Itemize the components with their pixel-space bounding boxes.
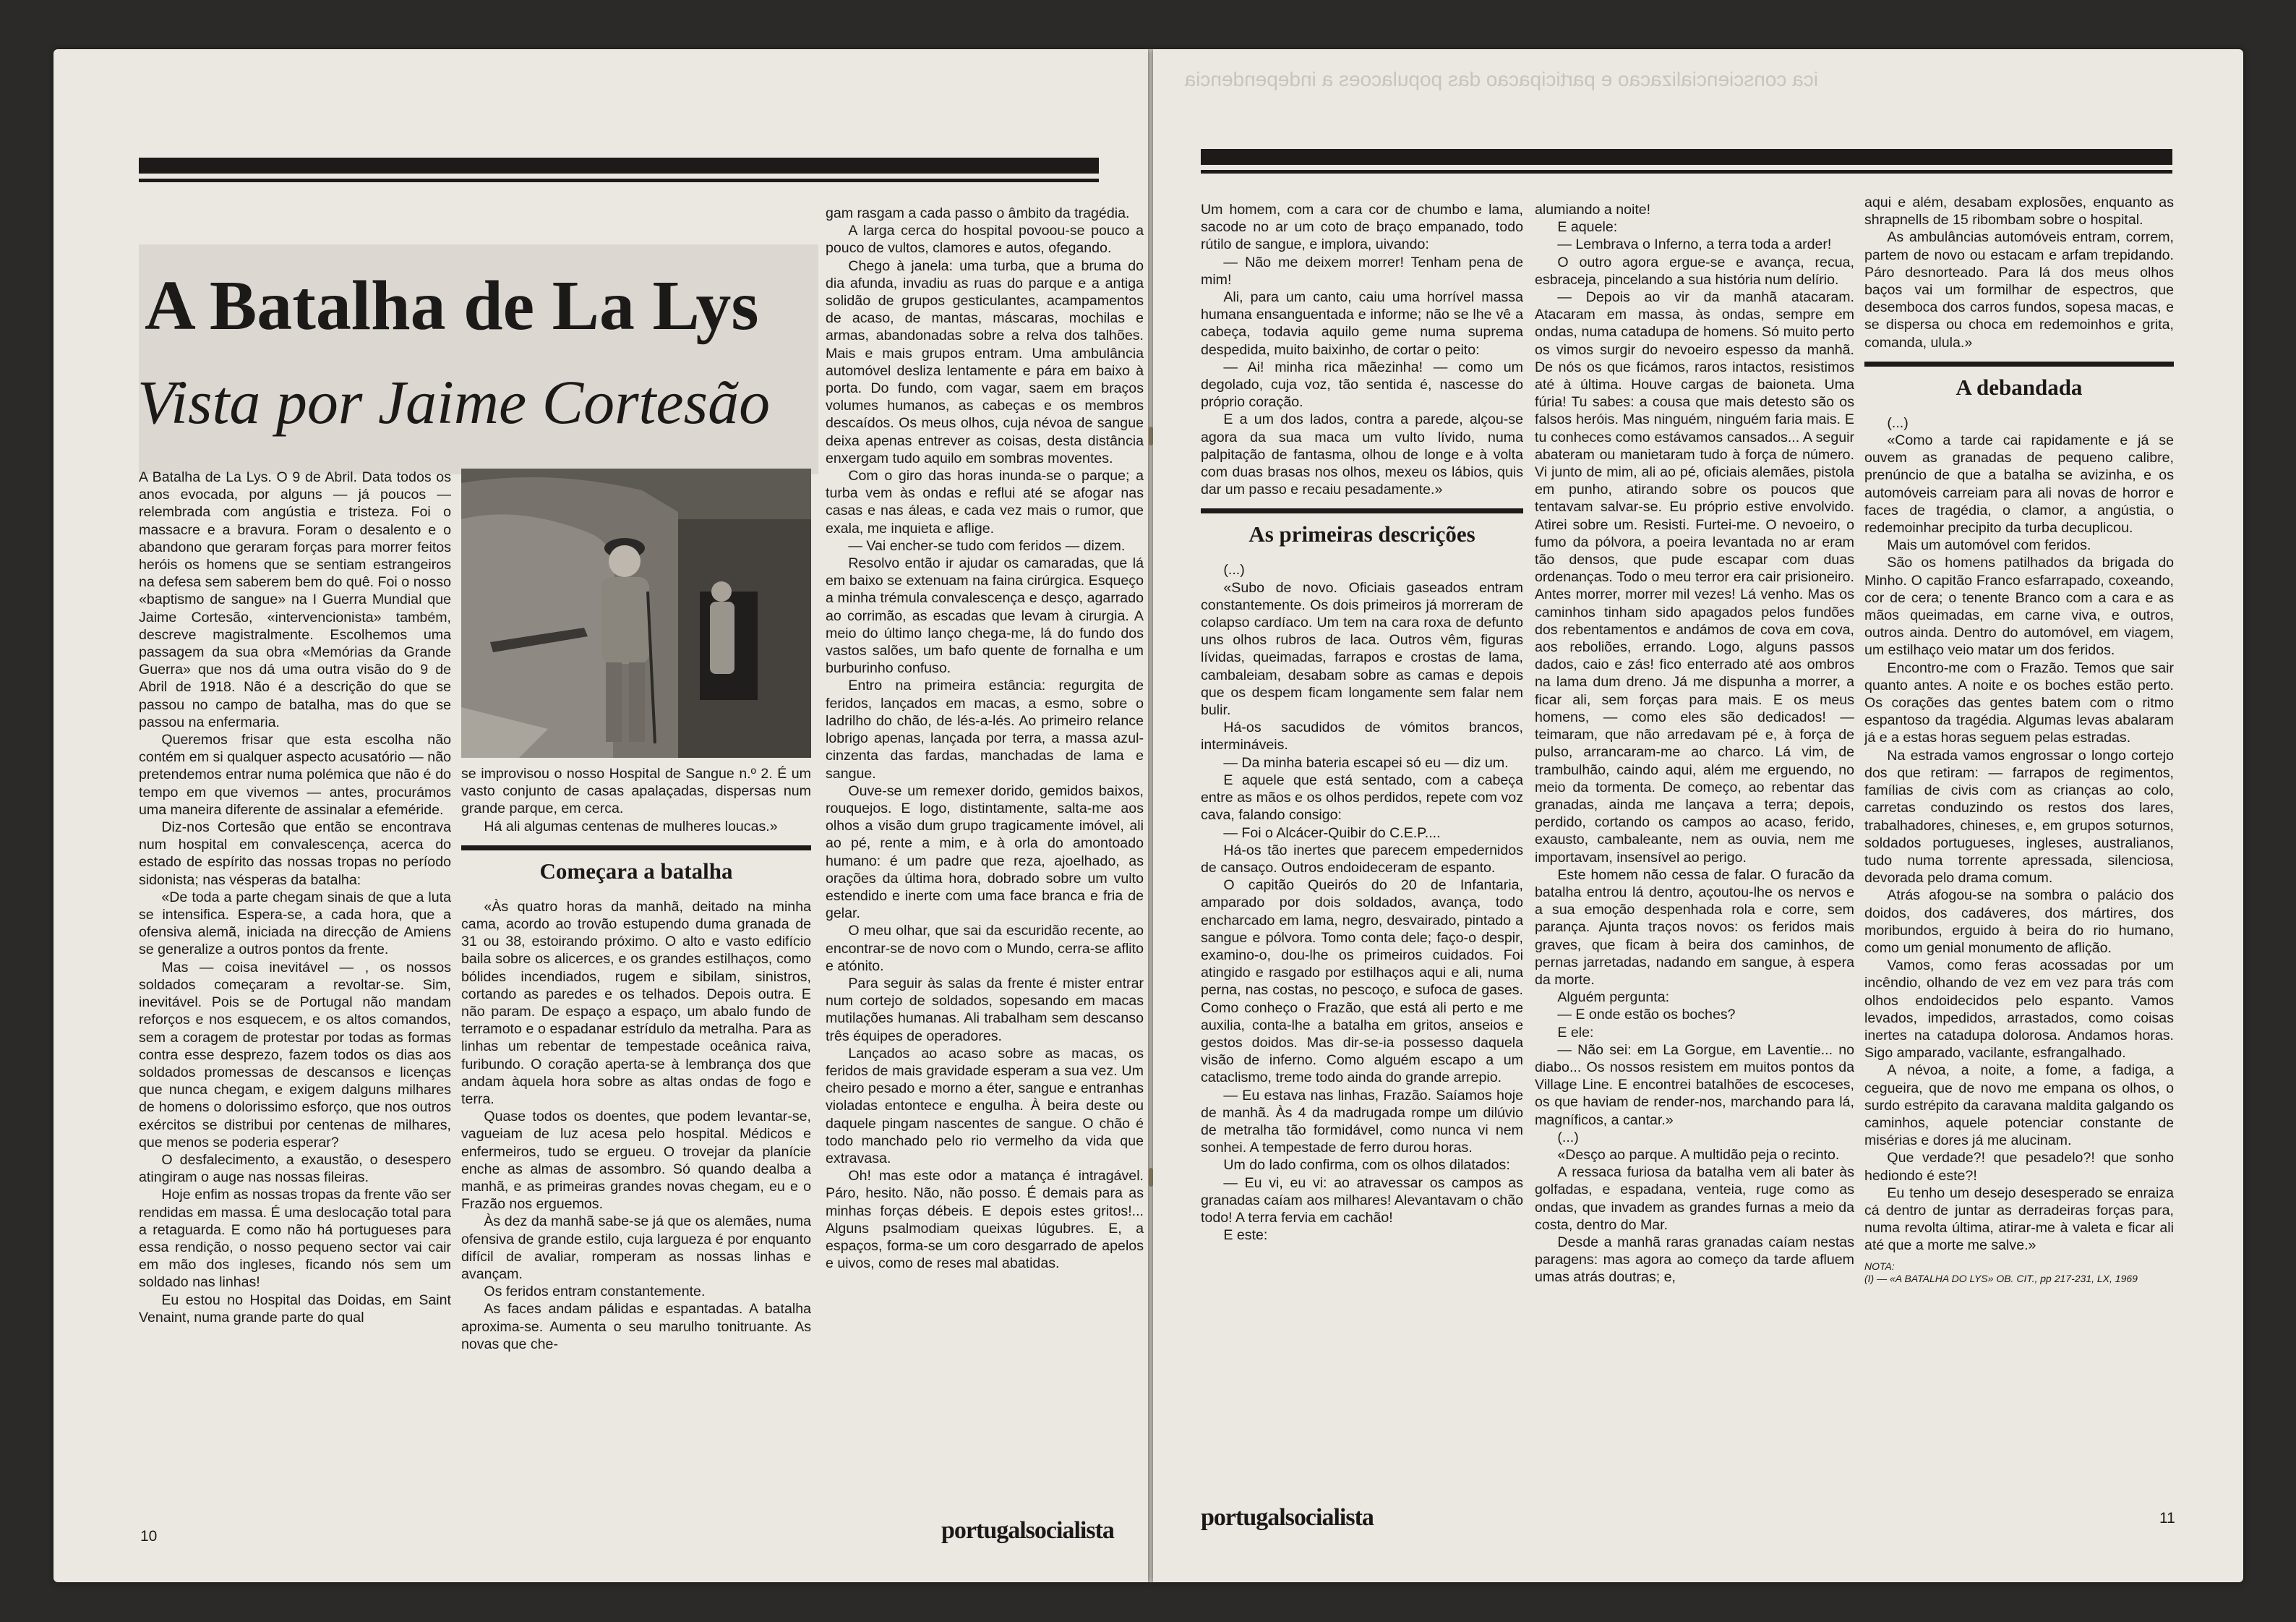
column-right-3 (1864, 194, 2174, 1517)
paragraph: — Eu vi, eu vi: ao atravessar os campos as granadas caíam aos milhares! Alevantavam o chão todo! A terra fervia em cachão! (1201, 1174, 1523, 1226)
paragraph: «Subo de novo. Oficiais gaseados entram constantemente. Os dois primeiros já morreram de colapso cardíaco. Um tem na cara roxa de defunto uns olhos rubros de laca. Outros vêm, figuras lívidas, queimadas, farrapos e crostas de lama, cambaleiam, desabam sobre as camas e depois que os despem ficam longamente sem falar nem bulir. (1201, 579, 1523, 719)
top-rule (1201, 149, 2172, 165)
top-rule (139, 158, 1099, 174)
page-number: 10 (140, 1528, 158, 1545)
section-rule (1201, 508, 1523, 513)
soldier-photo-icon (461, 469, 811, 758)
paragraph: Atrás afogou-se na sombra o palácio dos doidos, dos cadáveres, dos mártires, dos moribundos, erguido à beira do rio humano, como um genial monumento de aflição. (1864, 887, 2174, 956)
bleed-through-text: ica consciencializacao e participacao das populacoes a independencia (1184, 68, 1818, 90)
paragraph: — Vai encher-se tudo com feridos — dizem. (848, 537, 1126, 554)
lead-paragraph: A Batalha de La Lys. O 9 de Abril. Data todos os anos evocada, por alguns — já poucos — relembrada com angústia e tristeza. Foi o massacre e a bravura. Foram o desalento e o abandono que geraram forças para morrer feitos heróis os homens que se sentiam estrangeiros na defesa sem saberem bem do quê. Foi o nosso «baptismo de sangue» na I Guerra Mundial que Jaime Cortesão, «intervencionista» também, descreve magistralmente. Escolhemos uma passagem da sua obra «Memórias da Grande Guerra» que nos dá uma outra visão do 9 de Abril de 1918. Não é a descrição do que se passou no campo de batalha, mas do que se passou na enfermaria. (139, 469, 451, 730)
note-text: (I) — «A BATALHA DO LYS» OB. CIT., pp 217-231, LX, 1969 (1864, 1272, 2138, 1284)
paragraph: «Como a tarde cai rapidamente e já se ouvem as granadas de pequeno calibre, prenúncio de que a batalha se avizinha, e os automóveis carreiam para ali novas de horror e faces de tragédia, o clamor, a angústia, o redemoinhar precipito da turba decuplicou. (1864, 432, 2174, 537)
paragraph: Na estrada vamos engrossar o longo cortejo dos que retiram: — farrapos de regimentos, famílias de civis com as crianças ao colo, carretas conduzindo os restos dos lares, trabalhadores, chineses, e, em grupos soturnos, soldados portugueses, ingleses, australianos, tudo numa torrente apressada, silenciosa, devorada pelo drama comum. (1864, 747, 2174, 887)
paragraph: Um homem, com a cara cor de chumbo e lama, sacode no ar um coto de braço empanado, todo rútilo de sangue, e implora, uivando: (1201, 202, 1523, 253)
paragraph: A larga cerca do hospital povoou-se pouco a pouco de vultos, clamores e autos, ofegando. (826, 223, 1144, 257)
paragraph: O capitão Queirós do 20 de Infantaria, amparado por dois soldados, avança, todo encharcado em lama, negro, desvairado, pintado a sangue e pólvora. Tomo conta dele; faço-o despir, examino-o, dou-lhe os primeiros cuidados. Foi atingido e rasgado por estilhaços aqui e ali, numa perna, nas costas, no pescoço, e sufoca de gases. Como conheço o Frazão, que está ali perto e me auxilia, conta-lhe a batalha em gritos, anseios e gestos doidos. Mas dir-se-ia possesso daquela visão de inferno. Como alguém escapo a um cataclismo, treme todo ainda do grande arrepio. (1201, 877, 1523, 1086)
column-left-3 (826, 205, 1144, 1510)
paragraph: — Lembrava o Inferno, a terra toda a arder! (1557, 236, 1832, 253)
publication-logo: portugalsocialista (1201, 1504, 1374, 1531)
paragraph: Encontro-me com o Frazão. Temos que sair quanto antes. A noite e os boches estão perto. Os corações das gentes batem com o ritmo espantoso da tragédia. Algumas levas abalaram já e a estas horas seguem pelas estradas. (1864, 660, 2174, 746)
section-rule (461, 845, 811, 850)
paragraph: Desde a manhã raras granadas caíam nestas paragens: mas agora ao começo da tarde afluem umas atrás doutras; e, (1535, 1234, 1854, 1286)
paragraph: São os homens patilhados da brigada do Minho. O capitão Franco esfarrapado, coxeando, cor de cera; o tenente Branco com a cara e as mãos queimadas, em carne viva, e outros, outros ainda. Dentro do automóvel, em viagem, um estilhaço veio matar um dos feridos. (1864, 555, 2174, 659)
paragraph: alumiando a noite! (1535, 202, 1651, 218)
paragraph: A ressaca furiosa da batalha vem ali bater às golfadas, e espadana, venteia, ruge como as ondas, que invadem as grandes furnas a meio da costa, dentro do Mar. (1535, 1164, 1854, 1233)
paragraph: — Foi o Alcácer-Quibir do C.E.P.... (1223, 824, 1441, 841)
paragraph: E este: (1223, 1227, 1268, 1244)
paragraph: — Da minha bateria escapei só eu — diz um. (1223, 754, 1509, 771)
paragraph: Há-os sacudidos de vómitos brancos, intermináveis. (1201, 720, 1523, 754)
publication-logo: portugalsocialista (941, 1517, 1114, 1544)
column-right-2 (1535, 201, 1854, 1510)
paragraph: Mas — coisa inevitável — , os nossos soldados começaram a revoltar-se. Sim, inevitável. Pois se de Portugal não mandam reforços e nos esquecem, e os altos comandos, sem a coragem de protestar por todas as formas contra esse desprezo, fazem todos os dias aos soldados promessas de descansos e licenças que nunca chegam, e exigem dalguns milhares de homens o dolorissimo esforço, que nos outros exércitos se distribui por centenas de milhares, que menos se poderia esperar? (139, 959, 451, 1151)
paragraph: Diz-nos Cortesão que então se encontrava num hospital em convalescença, acerca do estado de espírito das nossas tropas no período sidonista; nas vésperas da batalha: (139, 819, 451, 888)
page-number: 11 (2159, 1510, 2175, 1527)
paragraph: Com o giro das horas inunda-se o parque; a turba vem às ondas e reflui até se afogar nas casas e nas áleas, e cada vez mais o rumor, que exala, me inquieta e aflige. (826, 468, 1144, 537)
paragraph: Ali, para um canto, caiu uma horrível massa humana ensanguentada e informe; não se lhe vê a cabeça, todavia aquilo geme numa suprema despedida, muito baixinho, de cortar o peito: (1201, 289, 1523, 358)
paragraph: Lançados ao acaso sobre as macas, os feridos de mais gravidade esperam a sua vez. Um cheiro pesado e morno a éter, sangue e entranhas violadas entontece e engulha. À beira deste ou daquele pingam nascentes de sangue. O chão é todo manchado pelo rio vermelho da vida que extravasa. (826, 1045, 1144, 1166)
note-label: NOTA: (1864, 1260, 1895, 1272)
paragraph: Hoje enfim as nossas tropas da frente vão ser rendidas em massa. É uma deslocação total para a retaguarda. E como não há portugueses para essa rendição, o nosso pequeno sector vai cair em mão dos ingleses, ficando nós sem um soldado nas linhas! (139, 1187, 451, 1291)
paragraph: Para seguir às salas da frente é mister entrar num cortejo de soldados, sopesando em macas mutilações humanas. Ali trabalham sem descanso três équipes de operadores. (826, 975, 1144, 1044)
paragraph: (...) (1887, 414, 1909, 431)
paragraph: Entro na primeira estância: regurgita de feridos, lançados em macas, a esmo, sobre o ladrilho do chão, de lés-a-lés. Ao primeiro relance lobrigo apenas, lançada por terra, a massa azul-cinzenta das fardas, manchadas de lama e sangue. (826, 678, 1144, 782)
column-left-1 (139, 469, 451, 1510)
paragraph: Oh! mas este odor a matança é intragável. Páro, hesito. Não, não posso. É demais para as minhas forças débeis. E depois estes gritos!... Alguns psalmodiam queixas lúgubres. E, a espaços, forma-se um coro desgarrado de apelos e uivos, como de reses mal abatidas. (826, 1168, 1144, 1272)
paragraph: se improvisou o nosso Hospital de Sangue n.º 2. É um vasto conjunto de casas apalaçadas, dispersas num grande parque, em cerca. (461, 766, 811, 817)
paragraph: «Desço ao parque. A multidão peja o recinto. (1557, 1146, 1840, 1163)
paragraph: Queremos frisar que esta escolha não contém em si qualquer aspecto acusatório — não pretendemos entrar numa polémica que não é do tempo em que vivemos — antes, procurámos uma maneira diferente de assinalar a efeméride. (139, 732, 451, 818)
paragraph: Chego à janela: uma turba, que a bruma do dia afunda, invadiu as ruas do parque e a antiga solidão de grupos gesticulantes, acampamentos de acaso, de mantas, máscaras, mochilas e armas, abandonadas sobre a relva dos talhões. Mais e mais grupos entram. Uma ambulância automóvel desliza lentamente e pára em baixo à porta. Do fundo, com vagar, saem em braços volumes humanos, as cabeças e os membros descaídos. Os meus olhos, cuja névoa de sangue deixa apenas entrever as coisas, desta distância enxergam tudo aquilo em sombras moventes. (826, 257, 1144, 466)
paragraph: Há ali algumas centenas de mulheres loucas.» (484, 818, 778, 835)
right-page (1153, 49, 2243, 1582)
paragraph: Eu estou no Hospital das Doidas, em Saint Venaint, numa grande parte do qual (139, 1292, 451, 1326)
paragraph: — Depois ao vir da manhã atacaram. Atacaram em massa, às ondas, sempre em ondas, numa catadupa de homens. Só muito perto os vimos surgir do nevoeiro espesso da manhã. De nós os que ficámos, raros intactos, resistimos até à última. Houve cargas de baioneta. Uma fúria! Tu sabes: a cousa que mais detesto são os falsos heróis. Mas ninguém, ninguém faria mais. E tu conheces como estávamos cansados... A seguir abateram ou manietaram tudo à força de número. Vi junto de mim, ali ao pé, oficiais alemães, pistola em punho, atirando sobre os poucos que tentavam salvar-se. Eu próprio estive envolvido. Atirei sobre um. Resisti. Furtei-me. O nevoeiro, o fumo da pólvora, a poeira levantada no ar eram tão densos, que pude escapar com duas ordenanças. Todo o meu terror era cair prisioneiro. Antes morrer, morrer mil vezes! Lá venho. Mas os caminhos tinham sido apagados pelos fundões dos rebentamentos e andámos de cova em cova, aos reboliões, errando. Logo, alguns passos dados, caio e zás! fico enterrado até aos ombros na lama dum dreno. Já me dispunha a morrer, a ficar ali, sem forças para mais. E os meus homens, — como eles são dedicados! — teimaram, que não arredavam pé e, à força de pulso, arrancaram-me ao charco. Lá vim, de trambulhão, caindo aqui, além me erguendo, no meio da tormenta. De começo, ao rebentar das granadas, ainda me lançava a terra; depois, perdido, cortando os campos ao acaso, ferido, exausto, cambaleante, nem as ouvia, nem me importavam, insensível ao perigo. (1535, 289, 1854, 866)
paragraph: Resolvo então ir ajudar os camaradas, que lá em baixo se extenuam na faina cirúrgica. Esqueço a minha trémula convalescença e desço, agarrado ao corrimão, as escadas que levam à cirurgia. A meio do último lanço chega-me, lá do fundo dos vastos salões, um bafo quente de fornalha e um burburinho confuso. (826, 555, 1144, 677)
paragraph: Este homem não cessa de falar. O furacão da batalha entrou lá dentro, açoutou-lhe os nervos e a sua emoção despenhada rola e corre, sem parança. Ajunta traços novos: os feridos mais graves, que ficam à beira dos caminhos, de pernas jarretadas, nadando em sangue, à espera da morte. (1535, 866, 1854, 988)
paragraph: O desfalecimento, a exaustão, o desespero atingiram o auge nas nossas fileiras. (139, 1151, 451, 1186)
soldier-photo (461, 469, 811, 758)
paragraph: «Às quatro horas da manhã, deitado na minha cama, acordo ao trovão estupendo duma granada de 31 ou 38, estoirando próximo. O alto e vasto edifício baila sobre os alicerces, e os grandes estilhaços, como bólides incendiados, rugem e sibilam, sinistros, cortando as paredes e os telhados. Depois outra. E não param. De espaço a espaço, um abalo fundo de terramoto e o espadanar estrídulo da metralha. Para as linhas um rebentar de tempestade oceânica raiva, furibundo. O coração aperta-se à lembrança dos que andam àquela hora sobre as altas ondas de fogo e terra. (461, 898, 811, 1108)
paragraph: Há-os tão inertes que parecem empedernidos de cansaço. Outros endoideceram de espanto. (1201, 842, 1523, 876)
paragraph: Quase todos os doentes, que podem levantar-se, vagueiam de luz acesa pelo hospital. Médicos e enfermeiros, tudo se ergueu. O trovejar da planície enche as almas de assombro. Só quando dealba a manhã, e as primeiras grandes novas chegam, eu e o Frazão nos erguemos. (461, 1109, 811, 1213)
section-title: Começara a batalha (539, 858, 733, 884)
section-rule (1864, 362, 2174, 367)
paragraph: E aquele que está sentado, com a cabeça entre as mãos e os olhos perdidos, repete com voz cava, falando consigo: (1201, 772, 1523, 824)
article-subtitle: Vista por Jaime Cortesão (137, 367, 771, 437)
paragraph: Eu tenho um desejo desesperado se enraiza cá dentro de juntar as derradeiras forças para, numa revolta última, atirar-me à valeta e ficar ali até que a morte me salve.» (1864, 1185, 2174, 1254)
column-right-1 (1201, 201, 1523, 1510)
paragraph: — Ai! minha rica mãezinha! — como um degolado, cuja voz, tão sentida é, nascesse do próprio coração. (1201, 359, 1523, 411)
section-title: As primeiras descrições (1248, 521, 1475, 547)
paragraph: — Não me deixem morrer! Tenham pena de mim! (1201, 254, 1523, 288)
paragraph: (...) (1557, 1129, 1579, 1145)
paragraph: «De toda a parte chegam sinais de que a luta se intensifica. Espera-se, a cada hora, que a ofensiva alemã, iniciada na direcção de Amiens se generalize a outros pontos da frente. (139, 889, 451, 958)
paragraph: As ambulâncias automóveis entram, correm, partem de novo ou estacam e arfam trepidando. Páro desnorteado. Para lá dos meus olhos baços vai um formilhar de espectros, que desemboca dos carros fundos, sopesa macas, e se dispersa ou choca em redemoinhos e grita, comanda, ulula.» (1864, 229, 2174, 351)
paragraph: Alguém pergunta: (1557, 989, 1670, 1006)
paragraph: E aquele: (1557, 219, 1618, 236)
paragraph: E ele: (1557, 1024, 1594, 1041)
paragraph: aqui e além, desabam explosões, enquanto as shrapnells de 15 ribombam sobre o hospital. (1864, 195, 2174, 229)
column-left-2 (461, 765, 811, 1510)
article-title: A Batalha de La Lys (145, 267, 759, 345)
paragraph: Ouve-se um remexer dorido, gemidos baixos, rouquejos. E logo, distintamente, salta-me aos olhos a visão dum grupo tragicamente imóvel, ali ao pé, rente a mim, e à orla do amontoado humano: é um padre que reza, ajoelhado, as orações da última hora, dobrado sobre um vulto estendido e inerte com uma face branca e fria de gelar. (826, 782, 1144, 922)
left-page (53, 49, 1148, 1582)
paragraph: Que verdade?! que pesadelo?! que sonho hediondo é este?! (1864, 1150, 2174, 1184)
paragraph: Os feridos entram constantemente. (484, 1284, 706, 1300)
paragraph: — Eu estava nas linhas, Frazão. Saíamos hoje de manhã. Às 4 da madrugada rompe um dilúvio de metralha tão formidável, como nunca vi nem sonhei. A tempestade de ferro durou horas. (1201, 1087, 1523, 1156)
paragraph: Vamos, como feras acossadas por um incêndio, olhando de vez em vez para trás com olhos endoidecidos pelo espanto. Vamos levados, impedidos, arrastados, como coisas inertes na catadupa dolorosa. Andamos horas. Sigo amparado, vacilante, esfrangalhado. (1864, 957, 2174, 1062)
paragraph: E a um dos lados, contra a parede, alçou-se agora da sua maca um vulto lívido, numa palpitação de fantasma, olhou de longe e à volta com duas brasas nos olhos, mexeu os lábios, quis dar um passo e recaiu pesadamente.» (1201, 411, 1523, 498)
paragraph: O outro agora ergue-se e avança, recua, esbraceja, pincelando a sua história num delírio. (1535, 254, 1854, 288)
paragraph: — Não sei: em La Gorgue, em Laventie... no diabo... Os nossos resistem em muitos pontos da Village Line. E encontrei batalhões de escoceses, os que haviam de render-nos, marchando para lá, magníficos, a cantar.» (1535, 1041, 1854, 1128)
paragraph: — E onde estão os boches? (1557, 1007, 1736, 1023)
paragraph: (...) (1223, 562, 1245, 579)
paragraph: As faces andam pálidas e espantadas. A batalha aproxima-se. Aumenta o seu marulho tonitruante. As novas que che- (461, 1301, 811, 1352)
paragraph: Às dez da manhã sabe-se já que os alemães, numa ofensiva de grande estilo, cuja largueza é por enquanto difícil de avaliar, romperam as nossas linhas e avançam. (461, 1213, 811, 1283)
paragraph: A névoa, a noite, a fome, a fadiga, a cegueira, que de novo me empana os olhos, o surdo estrépito da caravana maldita galgando os caminhos, aquele potenciar constante de misérias e dores já me alucinam. (1864, 1062, 2174, 1149)
paragraph: Mais um automóvel com feridos. (1887, 537, 2091, 554)
section-title: A debandada (1956, 374, 2083, 400)
paragraph: Um do lado confirma, com os olhos dilatados: (1223, 1157, 1510, 1174)
paragraph: O meu olhar, que sai da escuridão recente, ao encontrar-se de novo com o Mundo, cerra-se aflito e atónito. (826, 923, 1144, 974)
paragraph: gam rasgam a cada passo o âmbito da tragédia. (826, 205, 1130, 221)
